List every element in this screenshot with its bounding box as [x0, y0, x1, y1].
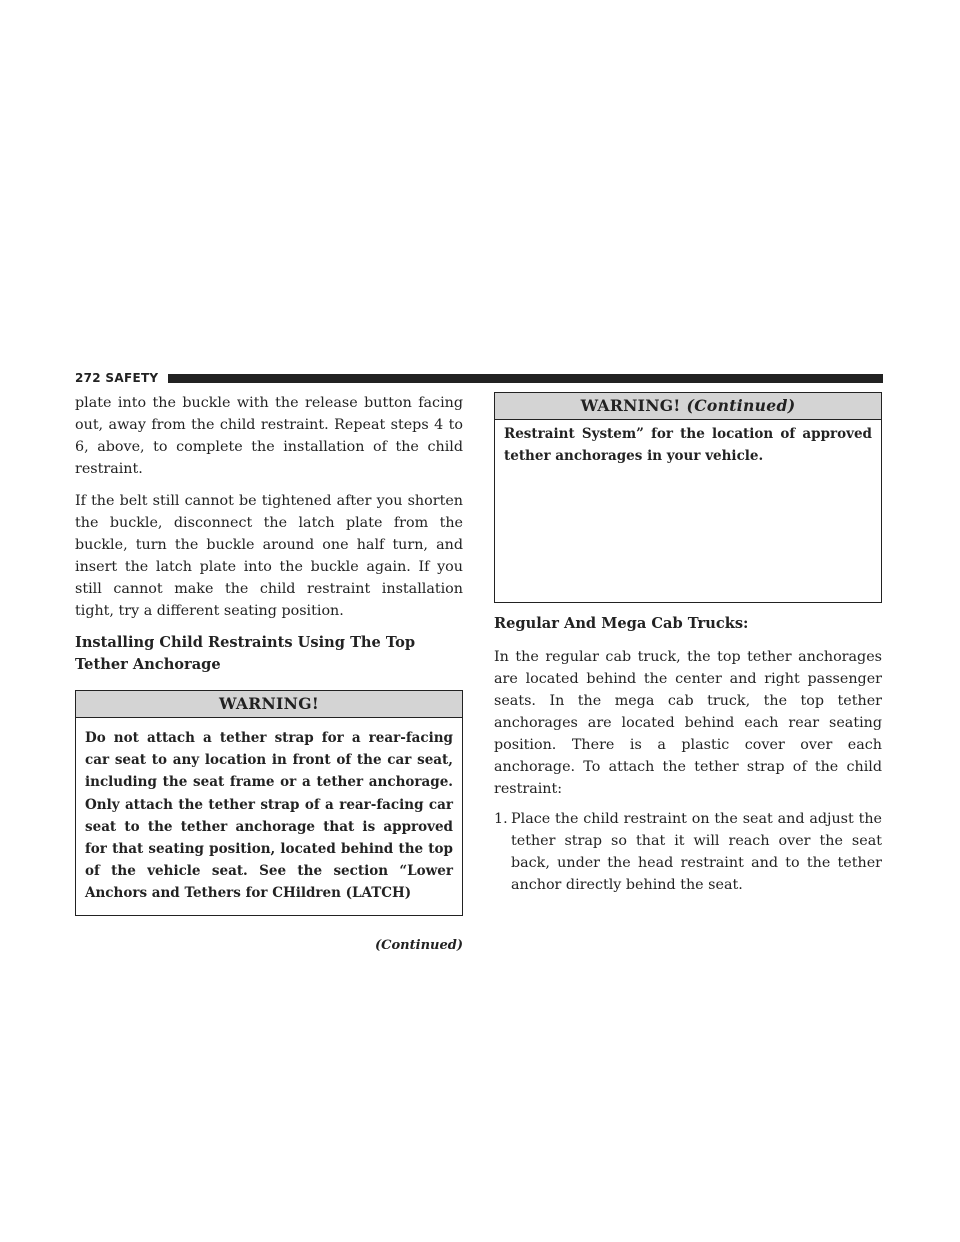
- warning-title: WARNING!: [76, 691, 462, 718]
- list-number: 1.: [494, 811, 508, 827]
- subsection-heading: Regular And Mega Cab Trucks:: [494, 615, 749, 632]
- right-paragraph-1: In the regular cab truck, the top tether anchorages are located behind the center and right passenger seats. In the mega cab truck, the top tether anchorages are located behind each rear seating position. There is a plastic cover over each anchorage. To attach the tether strap of the child restraint:: [494, 649, 882, 797]
- list-text: Place the child restraint on the seat and adjust the tether strap so that it will reach over the seat back, under the head restraint and to the tether anchor directly behind the seat.: [511, 811, 882, 893]
- left-paragraph-2: If the belt still cannot be tightened after you shorten the buckle, disconnect the latch plate from the buckle, turn the buckle around one half turn, and insert the latch plate into the buckle again. If you still cannot make the child restraint installation tight, try a different seating position.: [75, 493, 463, 619]
- warning-continued-tag: (Continued): [686, 396, 796, 415]
- section-heading: Installing Child Restraints Using The Top Tether Anchorage: [75, 634, 416, 673]
- page-header: [75, 371, 883, 385]
- warning-text-continued: Restraint System” for the location of approved tether anchorages in your vehicle.: [504, 426, 872, 465]
- left-column: [75, 392, 463, 953]
- left-paragraph-1: plate into the buckle with the release button facing out, away from the child restraint. Repeat steps 4 to 6, above, to complete the installation of the child restraint.: [75, 395, 463, 477]
- warning-title-continued: [495, 393, 881, 420]
- continued-label: (Continued): [375, 937, 463, 953]
- warning-text: Do not attach a tether strap for a rear-facing car seat to any location in front of the car seat, including the seat frame or a tether anchorage. Only attach the tether strap of a rear-facing car seat to the tether anchorage that is approved for that seating position, located behind the top of the vehicle seat. See the section “Lower Anchors and Tethers for CHildren (LATCH): [85, 730, 453, 902]
- right-column: [494, 392, 882, 896]
- list-item: [494, 808, 882, 896]
- header-rule: [168, 374, 883, 383]
- warning-box: [75, 690, 463, 916]
- warning-title-text: WARNING!: [580, 396, 681, 415]
- page-label: 272 SAFETY: [75, 371, 159, 385]
- warning-box-continued: [494, 392, 882, 603]
